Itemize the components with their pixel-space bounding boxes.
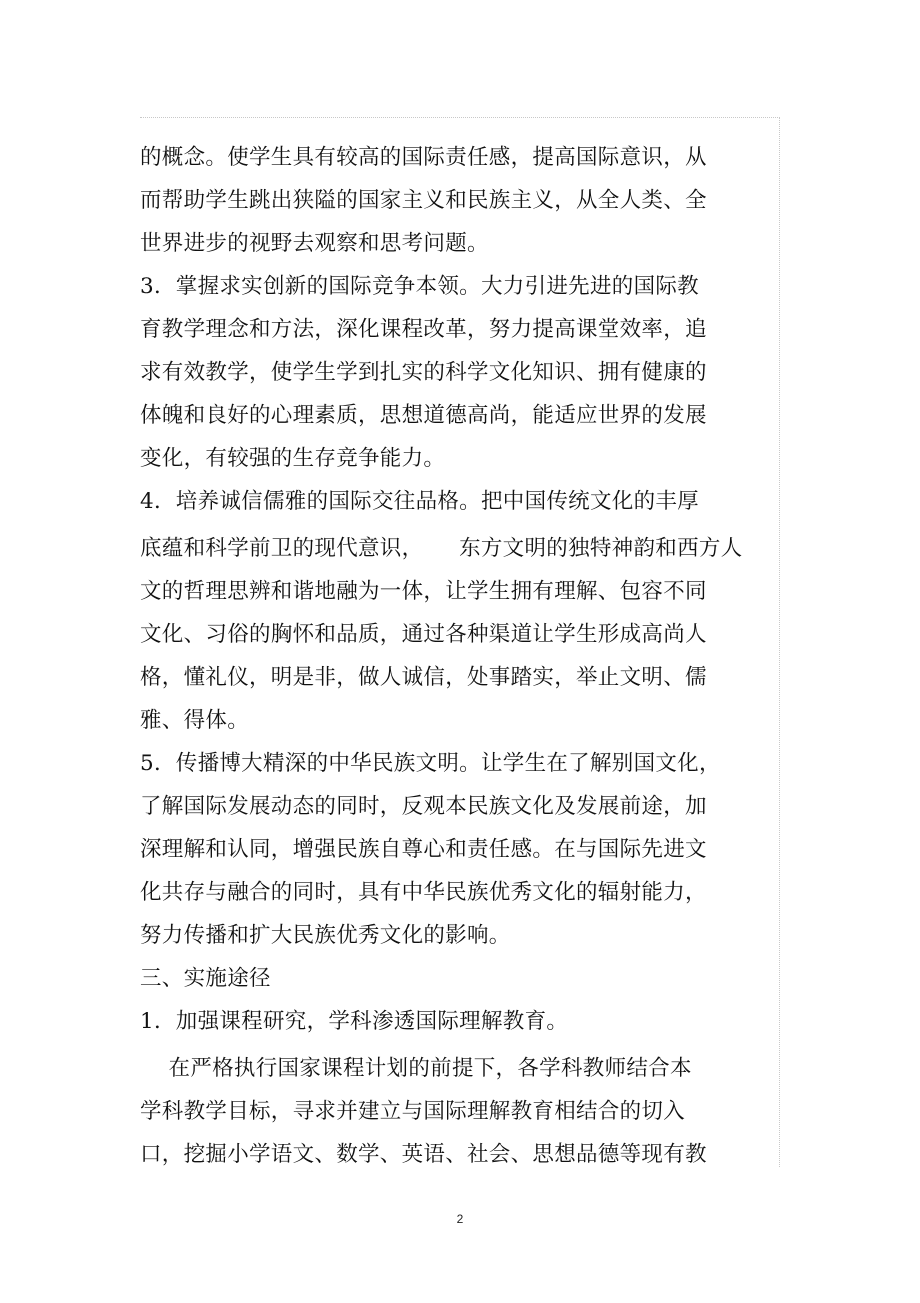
text-line: 而帮助学生跳出狭隘的国家主义和民族主义，从全人类、全 [140, 188, 707, 213]
text-line: 深理解和认同，增强民族自尊心和责任感。在与国际先进文 [140, 837, 707, 862]
text-line: 体魄和良好的心理素质，思想道德高尚，能适应世界的发展 [140, 403, 707, 428]
text-line: 底蕴和科学前卫的现代意识， 东方文明的独特神韵和西方人 [140, 536, 743, 561]
paragraph-first-line: 在严格执行国家课程计划的前提下，各学科教师结合本 [140, 1056, 692, 1081]
text-line: 口，挖掘小学语文、数学、英语、社会、思想品德等现有教 [140, 1142, 707, 1167]
numbered-heading-4: 4．培养诚信儒雅的国际交往品格。把中国传统文化的丰厚 [140, 489, 699, 514]
text-line: 文化、习俗的胸怀和品质，通过各种渠道让学生形成高尚人 [140, 622, 707, 647]
text-line: 的概念。使学生具有较高的国际责任感，提高国际意识，从 [140, 145, 707, 170]
text-line: 努力传播和扩大民族优秀文化的影响。 [140, 923, 511, 948]
page-border-top [140, 117, 780, 118]
text-line: 文的哲理思辨和谐地融为一体，让学生拥有理解、包容不同 [140, 579, 707, 604]
text-line: 化共存与融合的同时，具有中华民族优秀文化的辐射能力， [140, 880, 707, 905]
text-line: 雅、得体。 [140, 708, 250, 733]
text-line: 格，懂礼仪，明是非，做人诚信，处事踏实，举止文明、儒 [140, 665, 707, 690]
text-line: 学科教学目标，寻求并建立与国际理解教育相结合的切入 [140, 1099, 686, 1124]
text-line: 求有效教学，使学生学到扎实的科学文化知识、拥有健康的 [140, 360, 707, 385]
text-line: 育教学理念和方法，深化课程改革，努力提高课堂效率，追 [140, 317, 707, 342]
text-line: 变化，有较强的生存竞争能力。 [140, 446, 446, 471]
numbered-heading-5: 5．传播博大精深的中华民族文明。让学生在了解别国文化， [140, 751, 721, 776]
numbered-heading-1: 1．加强课程研究，学科渗透国际理解教育。 [140, 1009, 569, 1034]
text-line: 了解国际发展动态的同时，反观本民族文化及发展前途，加 [140, 794, 707, 819]
text-line: 世界进步的视野去观察和思考问题。 [140, 231, 489, 256]
page-border-right [779, 117, 780, 1167]
page-number: 2 [456, 1212, 464, 1226]
section-heading: 三、实施途径 [140, 966, 271, 991]
numbered-heading-3: 3．掌握求实创新的国际竞争本领。大力引进先进的国际教 [140, 274, 699, 299]
